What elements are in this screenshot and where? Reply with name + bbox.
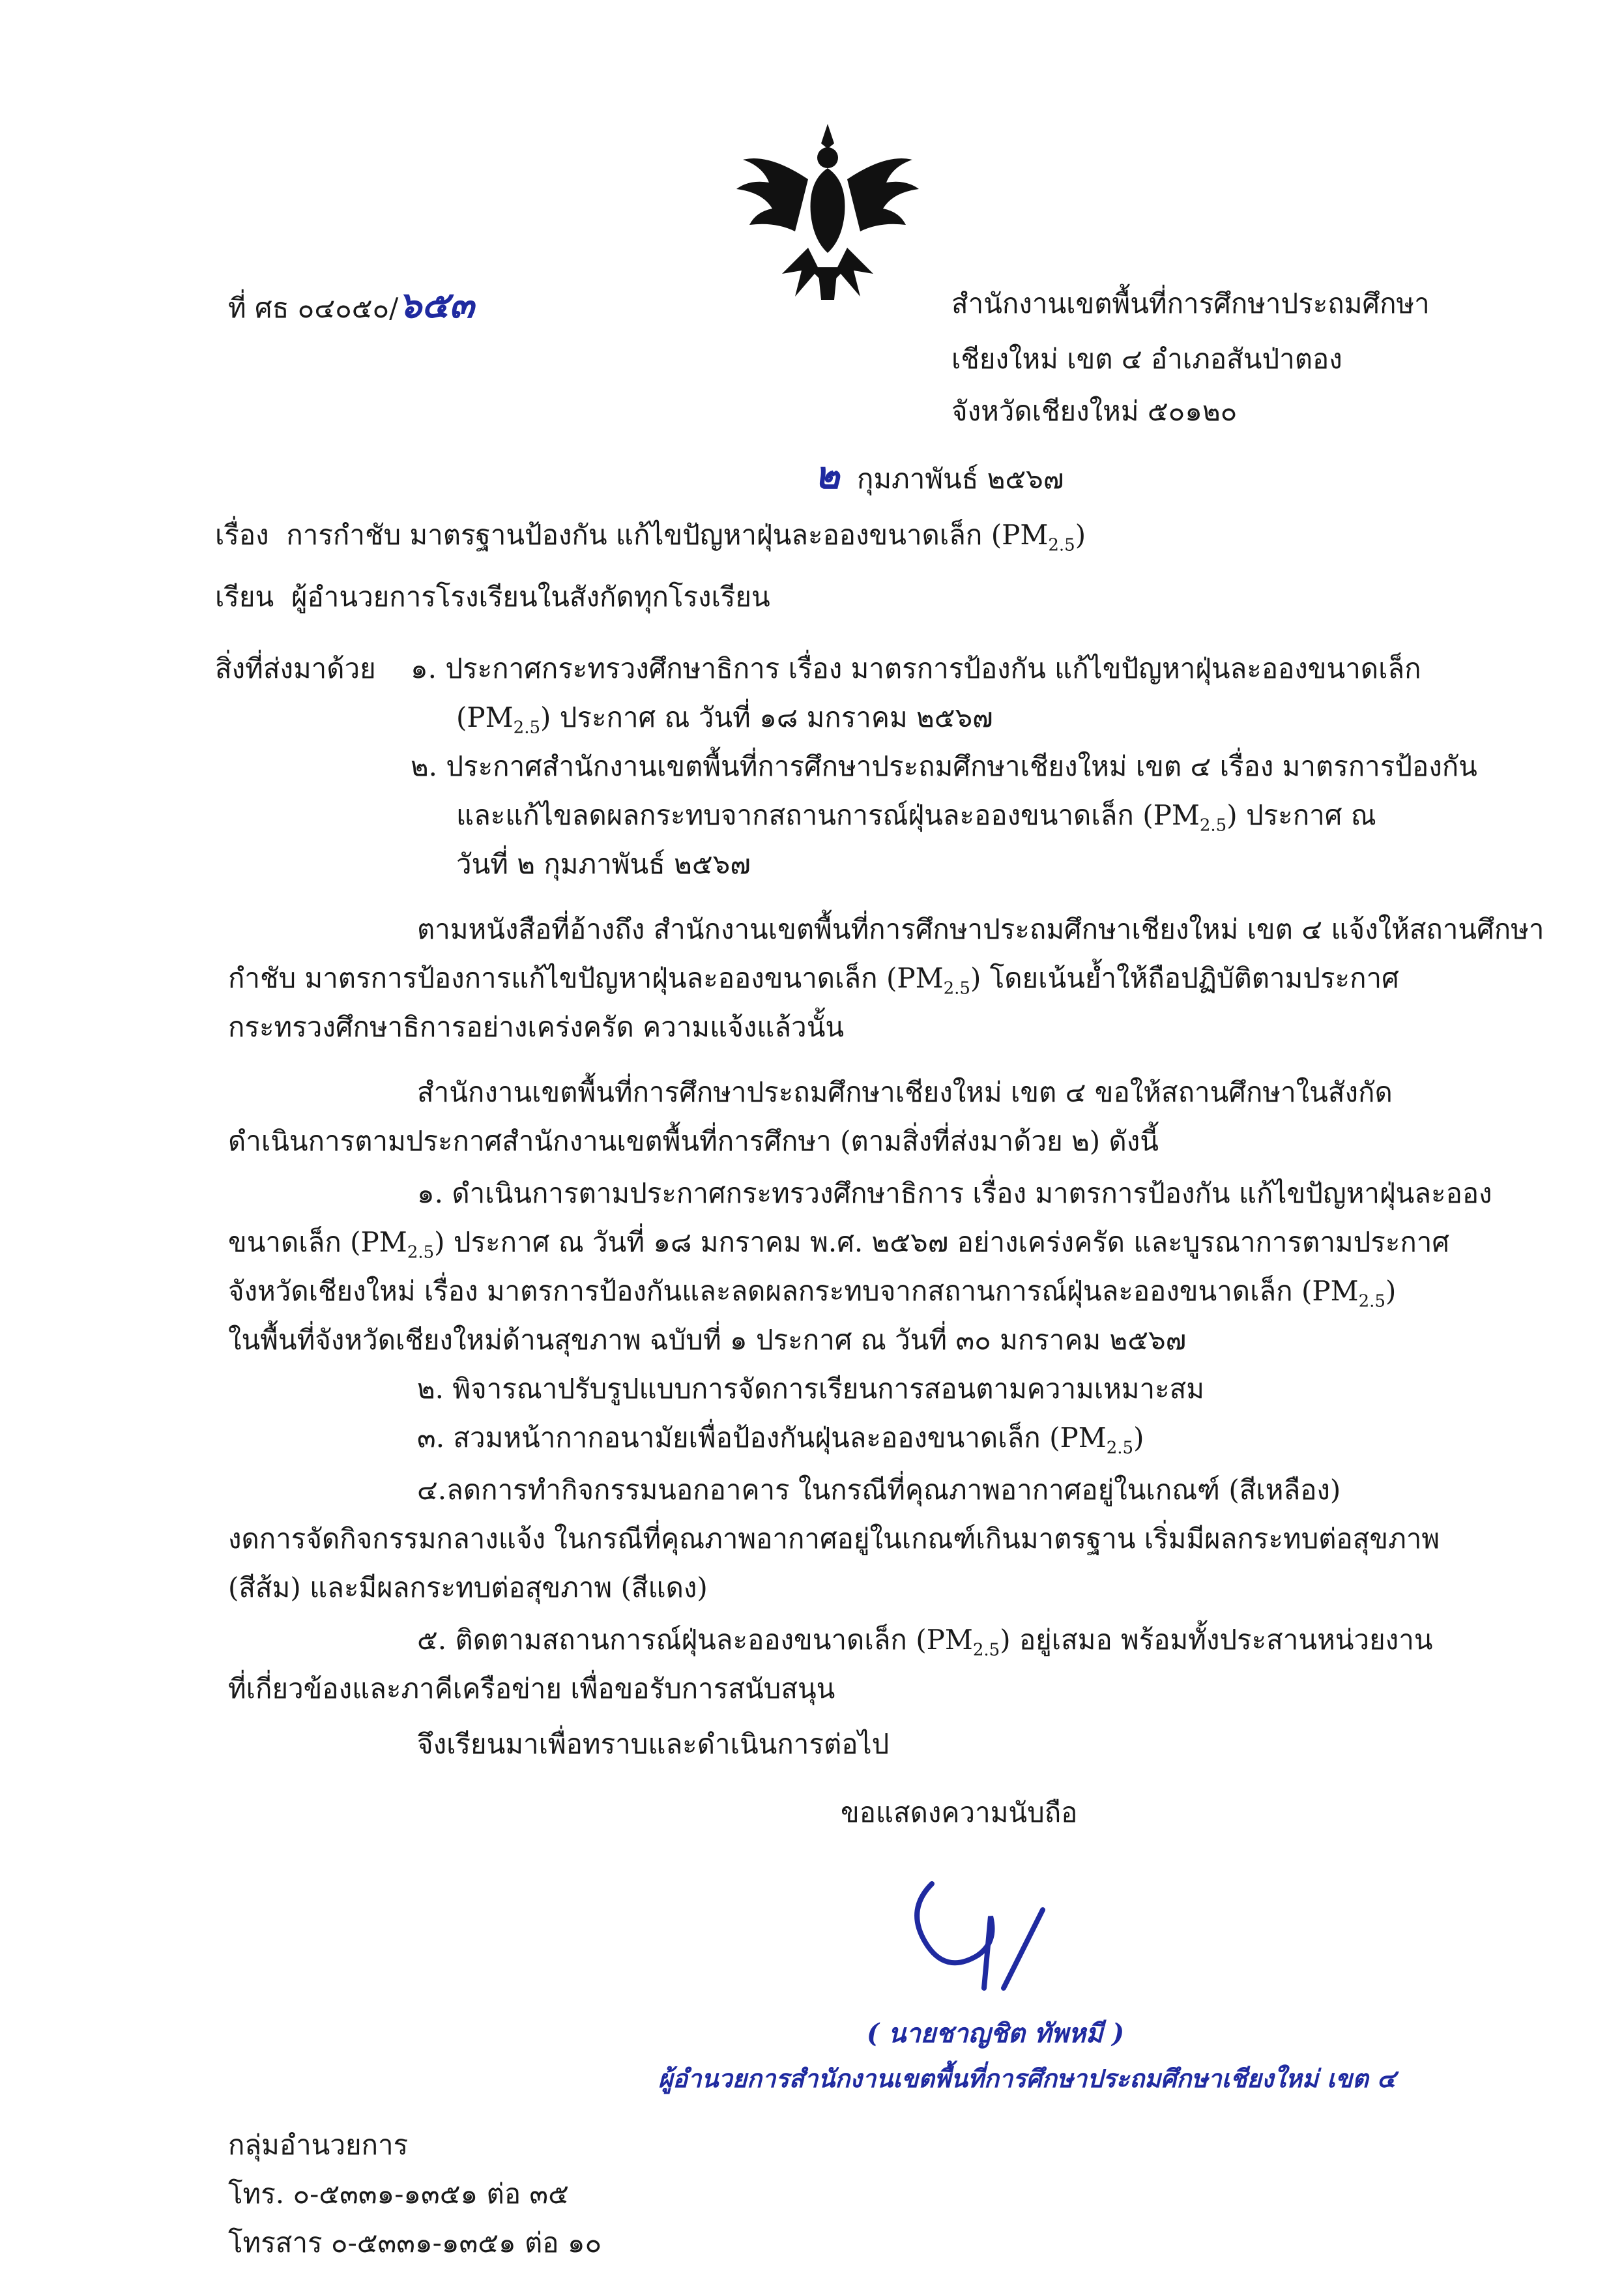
closing-sentence: จึงเรียนมาเพื่อทราบและดำเนินการต่อไป (417, 1728, 890, 1760)
garuda-emblem-icon (730, 117, 925, 313)
item2: ๒. พิจารณาปรับรูปแบบการจัดการเรียนการสอนตามความเหมาะสม (417, 1373, 1204, 1405)
date-day-handwritten: ๒ (815, 453, 840, 497)
subject-label: เรื่อง (215, 519, 269, 551)
paragraph2-line1: สำนักงานเขตพื้นที่การศึกษาประถมศึกษาเชียงใหม่ เขต ๔ ขอให้สถานศึกษาในสังกัด (417, 1076, 1393, 1108)
enclosure-2-pm-sub: 2.5 (1199, 815, 1227, 836)
office-address-line3: จังหวัดเชียงใหม่ ๕๐๑๒๐ (951, 395, 1238, 427)
item3-pre: ๓. สวมหน้ากากอนามัยเพื่อป้องกันฝุ่นละอองขนาดเล็ก (PM (417, 1422, 1107, 1454)
enclosure-1-line1: ๑. ประกาศกระทรวงศึกษาธิการ เรื่อง มาตรการป้องกัน แก้ไขปัญหาฝุ่นละอองขนาดเล็ก (411, 652, 1421, 684)
enclosure-2-pm-pre: และแก้ไขลดผลกระทบจากสถานการณ์ฝุ่นละอองขนาดเล็ก (PM (456, 799, 1200, 831)
enclosure-1-pm-post: ) ประกาศ ณ วันที่ ๑๘ มกราคม ๒๕๖๗ (540, 701, 993, 733)
p1-pm-post: ) โดยเน้นย้ำให้ถือปฏิบัติตามประกาศ (970, 962, 1399, 994)
item1-line3 (228, 1275, 1397, 1311)
subject-close: ) (1075, 519, 1086, 551)
item1-line4: ในพื้นที่จังหวัดเชียงใหม่ด้านสุขภาพ ฉบับที่ ๑ ประกาศ ณ วันที่ ๓๐ มกราคม ๒๕๖๗ (228, 1324, 1187, 1356)
handwritten-signature-icon (893, 1858, 1062, 2008)
footer-division: กลุ่มอำนวยการ (228, 2129, 409, 2161)
subject-text: การกำชับ มาตรฐานป้องกัน แก้ไขปัญหาฝุ่นละอองขนาดเล็ก (PM (286, 519, 1049, 551)
document-number (228, 284, 474, 327)
item5-sub: 2.5 (972, 1640, 1000, 1660)
to-label: เรียน (215, 581, 274, 613)
item4-line2: งดการจัดกิจกรรมกลางแจ้ง ในกรณีที่คุณภาพอากาศอยู่ในเกณฑ์เกินมาตรฐาน เริ่มมีผลกระทบต่อสุขภาพ (228, 1523, 1440, 1555)
item5-pre: ๕. ติดตามสถานการณ์ฝุ่นละอองขนาดเล็ก (PM (417, 1624, 973, 1656)
enclosure-1-pm-sub: 2.5 (513, 718, 541, 738)
doc-number-handwritten: ๖๕๓ (398, 284, 474, 327)
item5-line2: ที่เกี่ยวข้องและภาคีเครือข่าย เพื่อขอรับการสนับสนุน (228, 1673, 835, 1705)
item4-line3: (สีส้ม) และมีผลกระทบต่อสุขภาพ (สีแดง) (228, 1572, 708, 1603)
date-month-year: กุมภาพันธ์ ๒๕๖๗ (856, 463, 1064, 495)
document-date (815, 453, 1064, 497)
salutation-line (215, 583, 770, 611)
item3-post: ) (1133, 1422, 1144, 1454)
paragraph1-line2 (228, 962, 1399, 999)
item4-line1: ๔.ลดการทำกิจกรรมนอกอาคาร ในกรณีที่คุณภาพอากาศอยู่ในเกณฑ์ (สีเหลือง) (417, 1474, 1341, 1506)
regards-text: ขอแสดงความนับถือ (841, 1796, 1078, 1828)
office-address-line1: สำนักงานเขตพื้นที่การศึกษาประถมศึกษา (951, 287, 1430, 319)
item1-line3-post: ) (1385, 1275, 1397, 1307)
enclosure-2-line1: ๒. ประกาศสำนักงานเขตพื้นที่การศึกษาประถมศึกษาเชียงใหม่ เขต ๔ เรื่อง มาตรการป้องกัน (411, 750, 1477, 782)
item1-line3-pre: จังหวัดเชียงใหม่ เรื่อง มาตรการป้องกันและลดผลกระทบจากสถานการณ์ฝุ่นละอองขนาดเล็ก (PM (228, 1275, 1359, 1307)
signatory-name: ( นายชาญชิต ทัพหมี ) (867, 2018, 1125, 2049)
item5-post: ) อยู่เสมอ พร้อมทั้งประสานหน่วยงาน (1000, 1624, 1433, 1656)
item1-line2 (228, 1226, 1450, 1263)
paragraph1-line3: กระทรวงศึกษาธิการอย่างเคร่งครัด ความแจ้งแล้วนั้น (228, 1011, 845, 1043)
p1-pm-pre: กำชับ มาตรการป้องการแก้ไขปัญหาฝุ่นละอองขนาดเล็ก (PM (228, 962, 944, 994)
item1-line2-post: ) ประกาศ ณ วันที่ ๑๘ มกราคม พ.ศ. ๒๕๖๗ อย่างเคร่งครัด และบูรณาการตามประกาศ (434, 1226, 1450, 1258)
to-text: ผู้อำนวยการโรงเรียนในสังกัดทุกโรงเรียน (291, 581, 770, 613)
item1-line3-sub: 2.5 (1358, 1291, 1385, 1311)
office-address-line2: เชียงใหม่ เขต ๔ อำเภอสันป่าตอง (951, 343, 1342, 375)
item3-sub: 2.5 (1106, 1438, 1134, 1458)
enclosure-1-line2 (456, 701, 993, 738)
subject-line (215, 521, 1086, 553)
item5-line1 (417, 1626, 1433, 1658)
item3 (417, 1424, 1144, 1456)
footer-fax: โทรสาร ๐-๕๓๓๑-๑๓๕๑ ต่อ ๑๐ (228, 2227, 602, 2259)
enclosure-2-pm-post: ) ประกาศ ณ (1226, 799, 1376, 831)
footer-phone: โทร. ๐-๕๓๓๑-๑๓๕๑ ต่อ ๓๕ (228, 2178, 569, 2210)
enclosure-2-line3: วันที่ ๒ กุมภาพันธ์ ๒๕๖๗ (456, 848, 751, 880)
item1-line1: ๑. ดำเนินการตามประกาศกระทรวงศึกษาธิการ เรื่อง มาตรการป้องกัน แก้ไขปัญหาฝุ่นละออง (417, 1177, 1492, 1209)
paragraph1-line1: ตามหนังสือที่อ้างถึง สำนักงานเขตพื้นที่การศึกษาประถมศึกษาเชียงใหม่ เขต ๔ แจ้งให้สถานศึกษา (417, 913, 1544, 945)
enclosure-1-pm-pre: (PM (456, 701, 514, 733)
item1-line2-pre: ขนาดเล็ก (PM (228, 1226, 407, 1258)
p1-pm-sub: 2.5 (943, 978, 970, 999)
paragraph2-line2: ดำเนินการตามประกาศสำนักงานเขตพื้นที่การศึกษา (ตามสิ่งที่ส่งมาด้วย ๒) ดังนี้ (228, 1125, 1159, 1157)
item1-line2-sub: 2.5 (407, 1242, 435, 1263)
subject-sub: 2.5 (1048, 535, 1075, 555)
enclosures-label: สิ่งที่ส่งมาด้วย (215, 652, 376, 684)
doc-number-prefix: ที่ ศธ ๐๔๐๕๐/ (228, 292, 399, 324)
signatory-position: ผู้อำนวยการสำนักงานเขตพื้นที่การศึกษาประถมศึกษาเชียงใหม่ เขต ๔ (658, 2064, 1396, 2093)
enclosure-2-line2 (456, 799, 1376, 836)
